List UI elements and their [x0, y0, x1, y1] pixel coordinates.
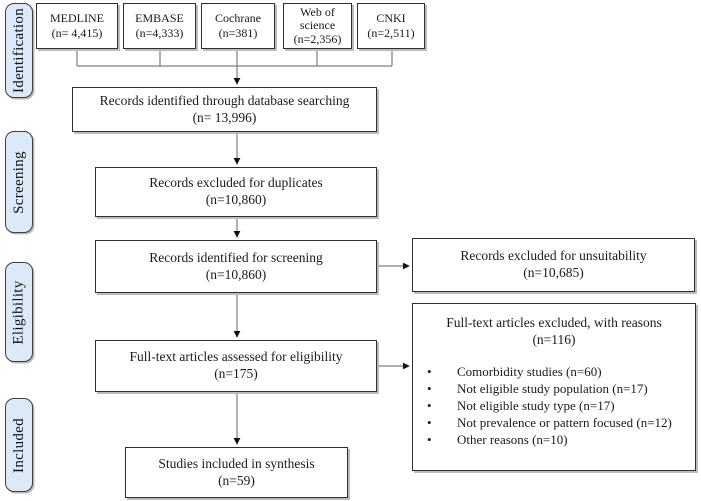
side-box-unsuitability-excluded: [412, 238, 695, 292]
flow-box-count: (n=175): [214, 366, 258, 381]
source-name: CNKI: [376, 11, 406, 25]
flow-box-count: (n=10,860): [205, 266, 267, 282]
exclusion-reasons-list: [413, 363, 695, 448]
source-box-cochrane: [201, 3, 275, 49]
stage-screening-label: Screening: [10, 150, 27, 214]
exclusion-reason-item: [425, 380, 689, 397]
side-box-fulltext-excluded: [412, 303, 696, 471]
stage-identification-label: Identification: [10, 7, 27, 94]
source-name: Cochrane: [215, 11, 261, 25]
flow-box-count: (n= 13,996): [192, 109, 257, 125]
exclusion-reason-text: Not prevalence or pattern focused (n=12): [457, 414, 672, 430]
source-box-web-of-science: [283, 3, 352, 49]
source-count: (n=381): [218, 26, 258, 40]
flow-box-duplicates-excluded: [95, 167, 377, 217]
exclusion-reason-text: Not eligible study population (n=17): [457, 380, 648, 396]
flow-box-label: Records identified for screening: [149, 249, 323, 265]
stage-eligibility-label: Eligibility: [10, 279, 27, 345]
flow-box-count: (n=59): [218, 472, 255, 488]
flow-box-records-identified-database: [72, 87, 377, 132]
flow-box-label: Studies included in synthesis: [158, 455, 315, 471]
side-box-label: Records excluded for unsuitability: [460, 248, 647, 264]
flow-box-label: Records excluded for duplicates: [149, 175, 323, 191]
stage-included: [5, 398, 33, 492]
side-box-count: (n=10,685): [523, 265, 584, 280]
exclusion-reason-item: [425, 414, 689, 431]
source-name: EMBASE: [135, 11, 184, 25]
stage-screening: [5, 131, 33, 233]
bullet-icon: •: [427, 431, 432, 447]
flow-box-label: Records identified through database searching: [99, 92, 350, 108]
source-count: (n=2,356): [293, 31, 342, 46]
bullet-icon: •: [427, 363, 432, 379]
exclusion-reason-item: [425, 363, 689, 380]
bullet-icon: •: [427, 380, 432, 396]
flow-box-fulltext-assessed: [95, 340, 377, 392]
stage-identification: [5, 3, 33, 98]
exclusion-reason-item: [425, 431, 689, 448]
exclusion-reason-item: [425, 397, 689, 414]
side-box-count: (n=116): [532, 331, 576, 347]
source-count: (n= 4,415): [51, 26, 103, 40]
bullet-icon: •: [427, 414, 432, 430]
stage-included-label: Included: [10, 417, 27, 473]
side-box-label: Full-text articles excluded, with reasons: [446, 315, 662, 330]
flow-box-count: (n=10,860): [205, 192, 267, 207]
flow-box-studies-included: [125, 447, 348, 498]
source-name: Web of science: [299, 4, 336, 33]
source-box-embase: [123, 3, 196, 49]
bullet-icon: •: [427, 397, 432, 413]
flow-box-label: Full-text articles assessed for eligibility: [129, 349, 343, 365]
source-count: (n=2,511): [367, 26, 415, 40]
source-box-cnki: [357, 3, 425, 49]
exclusion-reason-text: Comorbidity studies (n=60): [457, 363, 602, 379]
exclusion-reason-text: Other reasons (n=10): [457, 431, 568, 447]
source-box-medline: [36, 3, 118, 49]
source-count: (n=4,333): [135, 26, 184, 40]
exclusion-reason-text: Not eligible study type (n=17): [457, 397, 615, 413]
stage-eligibility: [5, 262, 33, 362]
flow-box-records-screening: [95, 240, 377, 293]
source-name: MEDLINE: [50, 11, 104, 25]
